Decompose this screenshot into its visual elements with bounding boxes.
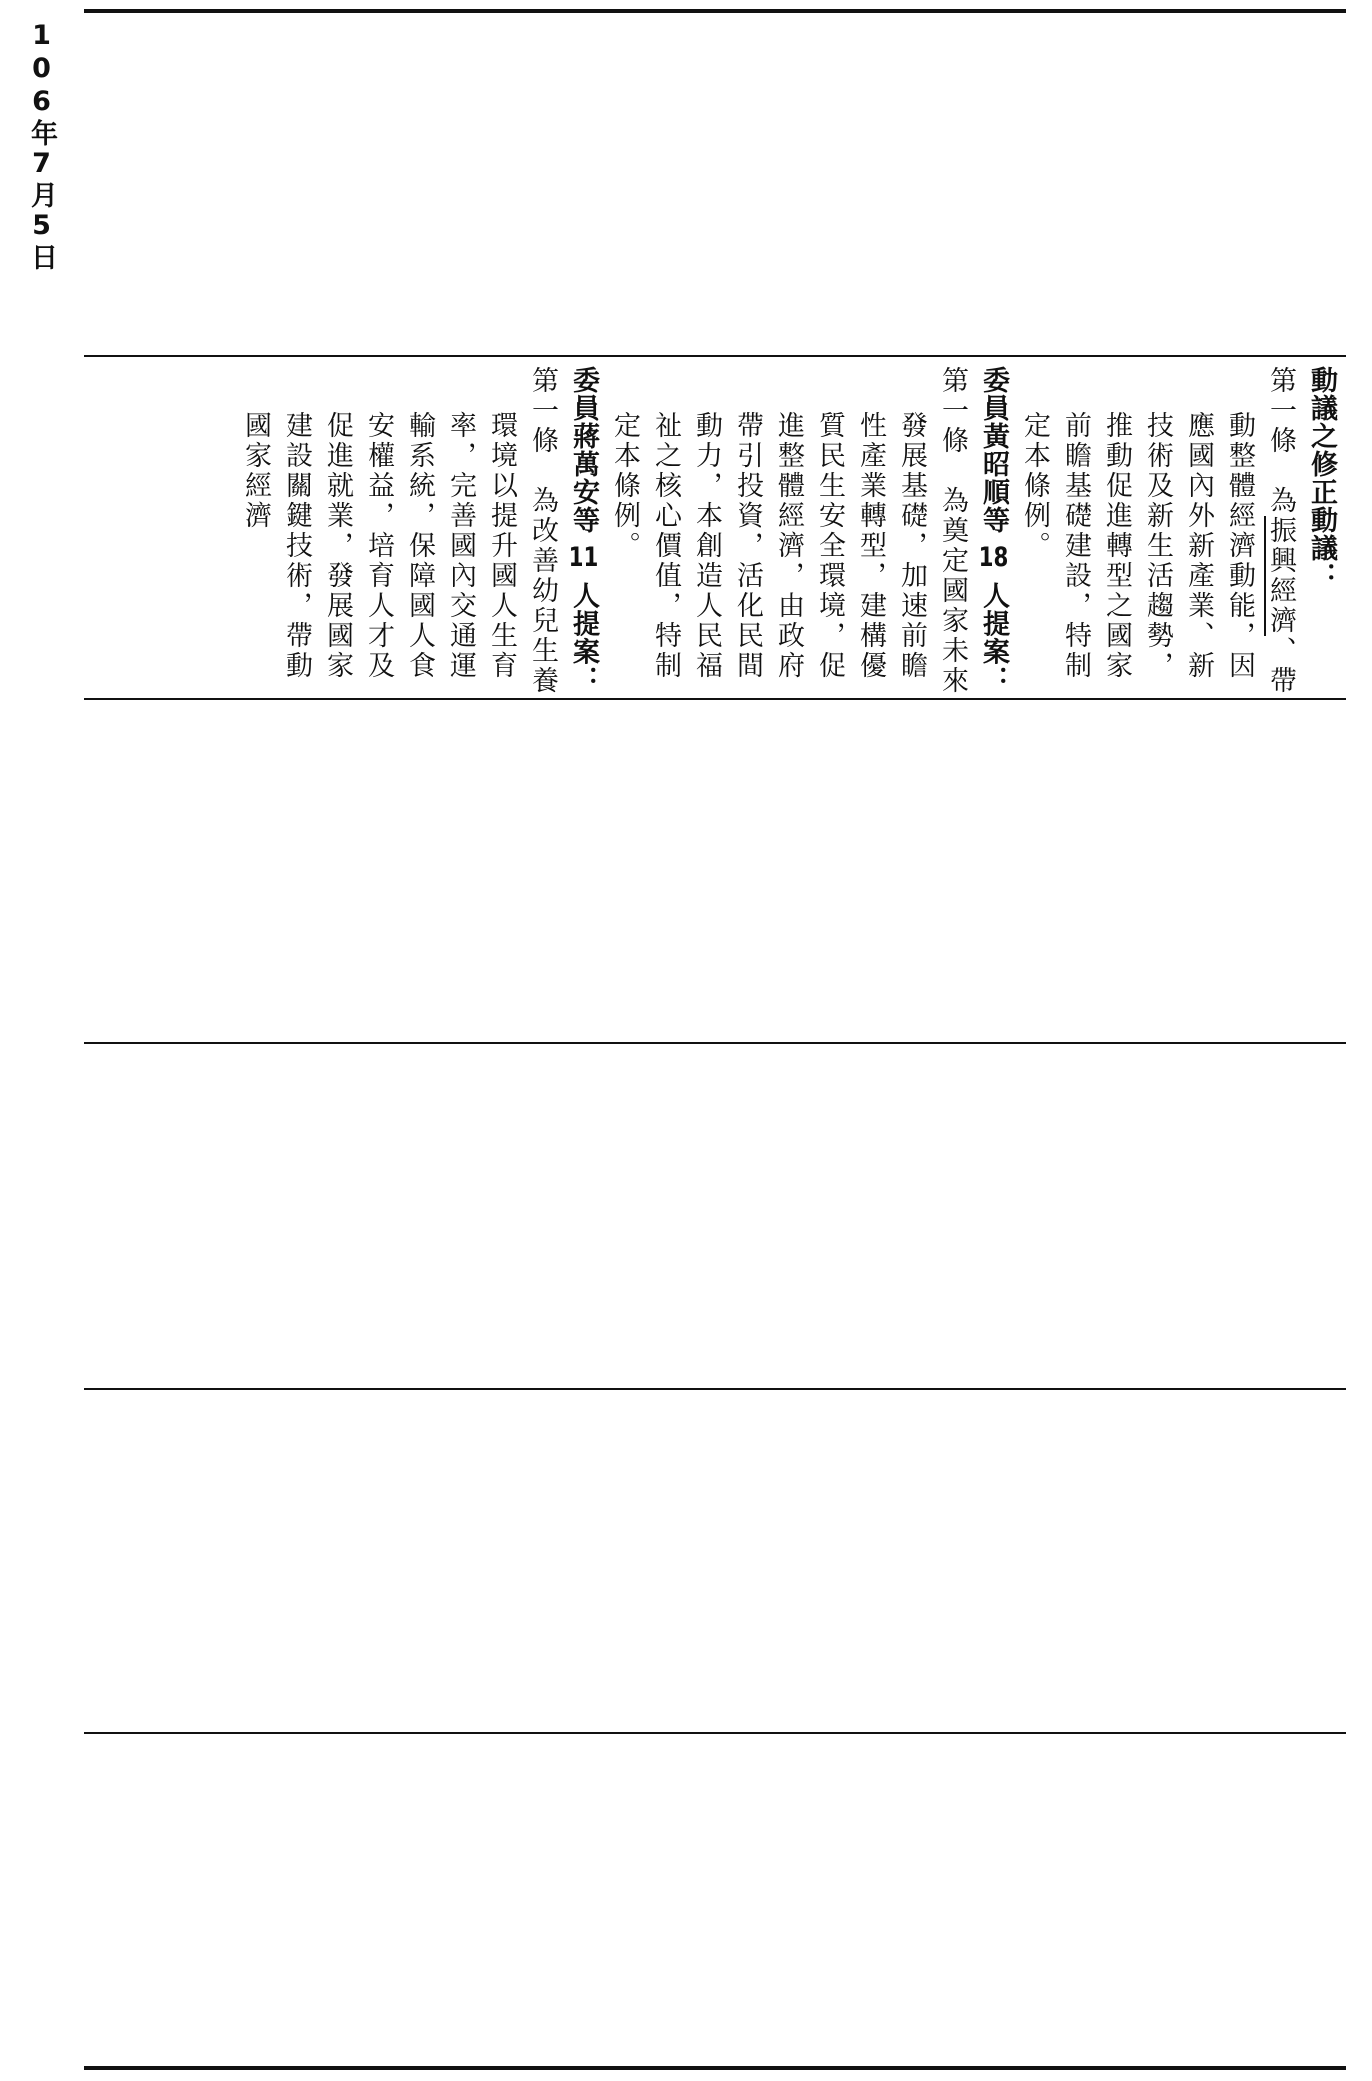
proposer-count: 11 <box>568 544 599 572</box>
article-text: 為奠定國家未來發展基礎，加速前瞻性產業轉型，建構優質民生安全環境，促進整體經濟，由政府帶引投資，活化民間動力，本創造人民福祉之核心價值，特制定本條例。 <box>609 411 968 696</box>
amended-text: 振興經濟 <box>1265 516 1296 636</box>
section-c-heading <box>563 366 604 698</box>
article-text: 為 <box>1265 486 1296 516</box>
table-bottom-border <box>84 2066 1346 2070</box>
table-row-divider <box>84 1042 1346 1044</box>
section-c-article <box>235 366 563 698</box>
table-row-divider <box>84 698 1346 700</box>
proposer-count: 18 <box>978 544 1009 572</box>
section-a-article <box>1014 366 1301 698</box>
proposer-name: 委員黃昭順等 <box>978 366 1009 534</box>
article-label: 第一條 <box>527 366 558 456</box>
article-label: 第一條 <box>1265 366 1296 456</box>
section-b-heading <box>973 366 1014 698</box>
proposal-suffix: 人提案： <box>568 581 599 694</box>
bill-text-column <box>100 356 1342 698</box>
document-date: 106年7月5日 <box>26 20 57 272</box>
article-text: 為改善幼兒生養環境以提升國人生育率，完善國內交通運輸系統，保障國人食安權益，培育人才及促進就業，發展國家建設關鍵技術，帶動國家經濟 <box>240 411 558 696</box>
article-label: 第一條 <box>937 366 968 456</box>
table-top-border <box>84 9 1346 13</box>
section-a-heading: 動議之修正動議： <box>1306 366 1337 590</box>
proposal-suffix: 人提案： <box>978 581 1009 694</box>
section-b-article <box>604 366 973 698</box>
table-row-divider <box>84 1732 1346 1734</box>
article-text: 、帶動整體經濟動能，因應國內外新產業、新技術及新生活趨勢，推動促進轉型之國家前瞻基礎建設，特制定本條例。 <box>1019 411 1296 696</box>
proposer-name: 委員蔣萬安等 <box>568 366 599 534</box>
table-row-divider <box>84 1388 1346 1390</box>
